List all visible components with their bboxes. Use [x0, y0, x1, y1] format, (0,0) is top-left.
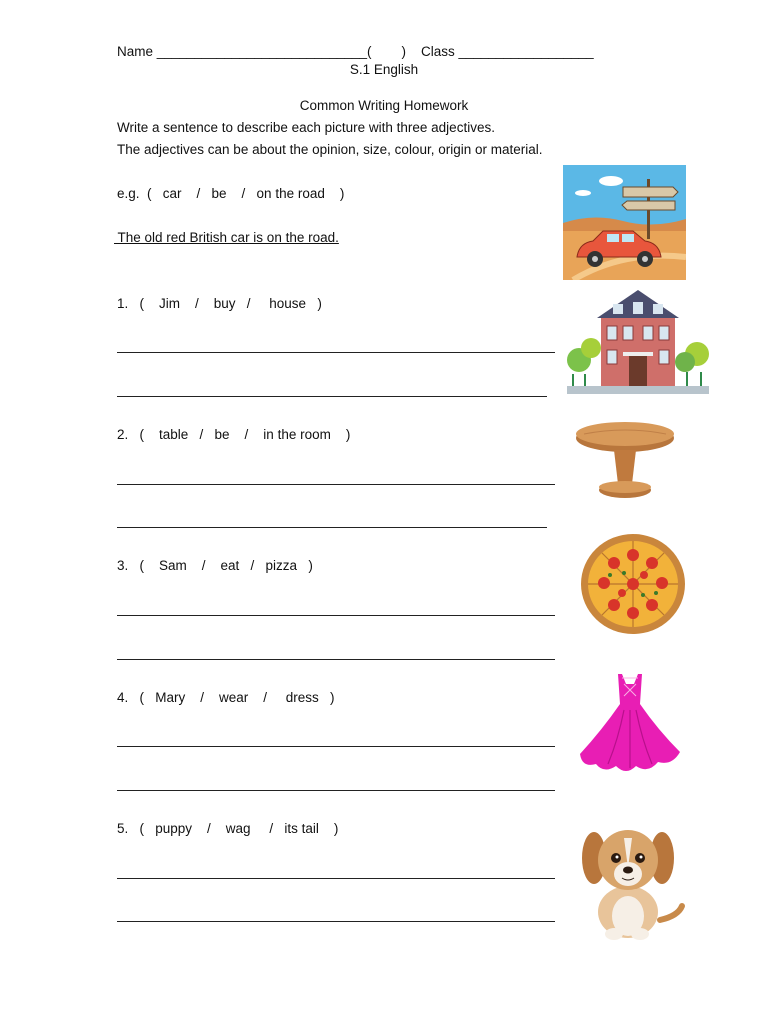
answer-line[interactable]: [117, 615, 555, 616]
car-picture: [563, 165, 686, 280]
subject-label: S.1 English: [349, 62, 419, 77]
answer-line[interactable]: [117, 484, 555, 485]
example-answer: The old red British car is on the road.: [114, 230, 339, 245]
question-1-prompt: 1. ( Jim / buy / house ): [117, 296, 322, 311]
question-4-prompt: 4. ( Mary / wear / dress ): [117, 690, 335, 705]
answer-line[interactable]: [117, 790, 555, 791]
answer-line[interactable]: [117, 396, 547, 397]
example-prompt: e.g. ( car / be / on the road ): [117, 186, 345, 201]
question-5-prompt: 5. ( puppy / wag / its tail ): [117, 821, 339, 836]
pizza-picture: [580, 533, 686, 635]
answer-line[interactable]: [117, 659, 555, 660]
answer-line[interactable]: [117, 352, 555, 353]
answer-line[interactable]: [117, 527, 547, 528]
house-picture: [567, 290, 709, 396]
puppy-picture: [578, 824, 686, 942]
answer-line[interactable]: [117, 921, 555, 922]
instruction-line-2: The adjectives can be about the opinion, size, colour, origin or material.: [117, 142, 543, 157]
table-picture: [574, 422, 676, 500]
answer-line[interactable]: [117, 878, 555, 879]
name-class-line: Name ____________________________( ) Class __________________: [117, 44, 594, 59]
answer-line[interactable]: [117, 746, 555, 747]
question-3-prompt: 3. ( Sam / eat / pizza ): [117, 558, 313, 573]
instruction-line-1: Write a sentence to describe each picture with three adjectives.: [117, 120, 495, 135]
question-2-prompt: 2. ( table / be / in the room ): [117, 427, 351, 442]
page-title: Common Writing Homework: [299, 98, 469, 113]
dress-picture: [578, 670, 682, 776]
